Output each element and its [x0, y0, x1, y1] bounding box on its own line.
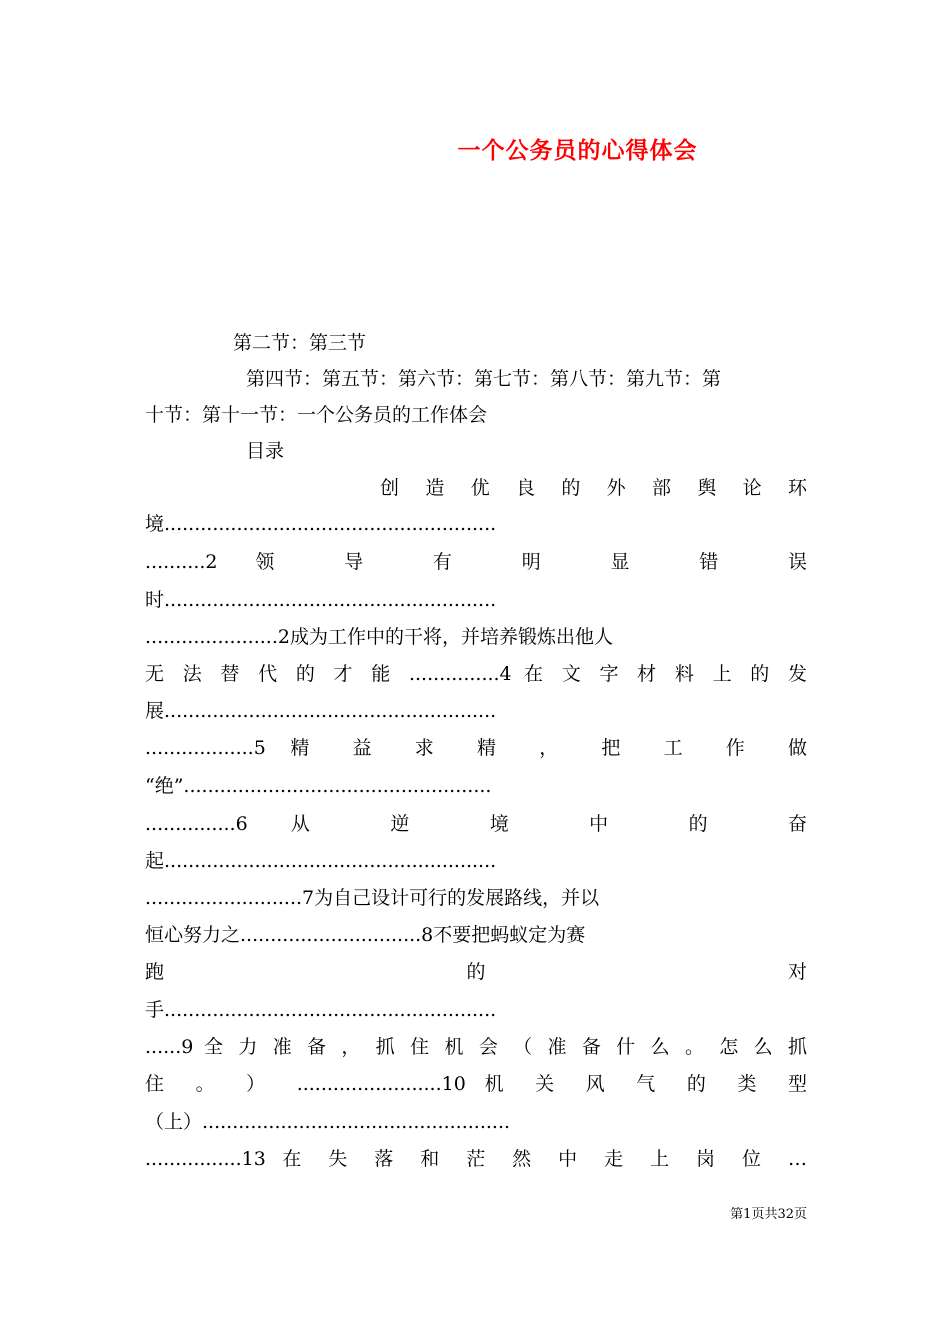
toc-leader: 手.......................................................: [145, 999, 497, 1021]
toc-entry: ................13 在 失 落 和 茫 然 中 走 上 岗 位 …: [145, 1148, 807, 1170]
toc-entry: ..........................7为自己设计可行的发展路线，并以: [145, 887, 600, 909]
toc-leader: 时.......................................................: [145, 589, 497, 611]
toc-entry: 跑 的 对: [145, 961, 807, 983]
toc-leader: “绝”...................................................: [145, 775, 492, 797]
toc-entry: 无 法 替 代 的 才 能 ...............4 在 文 字 材 料 上 的 发: [145, 663, 807, 685]
toc-entry: ..................5 精 益 求 精 ， 把 工 作 做: [145, 737, 807, 759]
toc-leader: 起.......................................................: [145, 850, 497, 872]
toc-leader: （上）...................................................: [145, 1111, 511, 1133]
body-line: 第二节：第三节: [233, 332, 367, 354]
toc-entry: ..........2 领 导 有 明 显 错 误: [145, 551, 807, 573]
toc-leader: 展.......................................................: [145, 700, 497, 722]
toc-entry: ...............6 从 逆 境 中 的 奋: [145, 813, 807, 835]
toc-entry: 住 。 ） ........................10 机 关 风 气 的 类 型: [145, 1073, 807, 1095]
toc-leader: 境.......................................................: [145, 513, 497, 535]
toc-entry: 创 造 优 良 的 外 部 舆 论 环: [380, 477, 807, 499]
toc-entry: 恒心努力之..............................8不要把蚂蚁定为赛: [145, 924, 586, 946]
body-line: 十节：第十一节：一个公务员的工作体会: [145, 404, 488, 426]
toc-entry: ......................2成为工作中的干将，并培养锻炼出他人: [145, 626, 613, 648]
document-title: 一个公务员的心得体会: [457, 138, 698, 164]
body-line: 第四节：第五节：第六节：第七节：第八节：第九节：第: [246, 368, 722, 390]
page-number: 第1页共32页: [730, 1207, 807, 1222]
toc-heading: 目录: [246, 440, 285, 462]
toc-entry: ......9 全 力 准 备 ， 抓 住 机 会 （ 准 备 什 么 。 怎 么 抓: [145, 1036, 807, 1058]
